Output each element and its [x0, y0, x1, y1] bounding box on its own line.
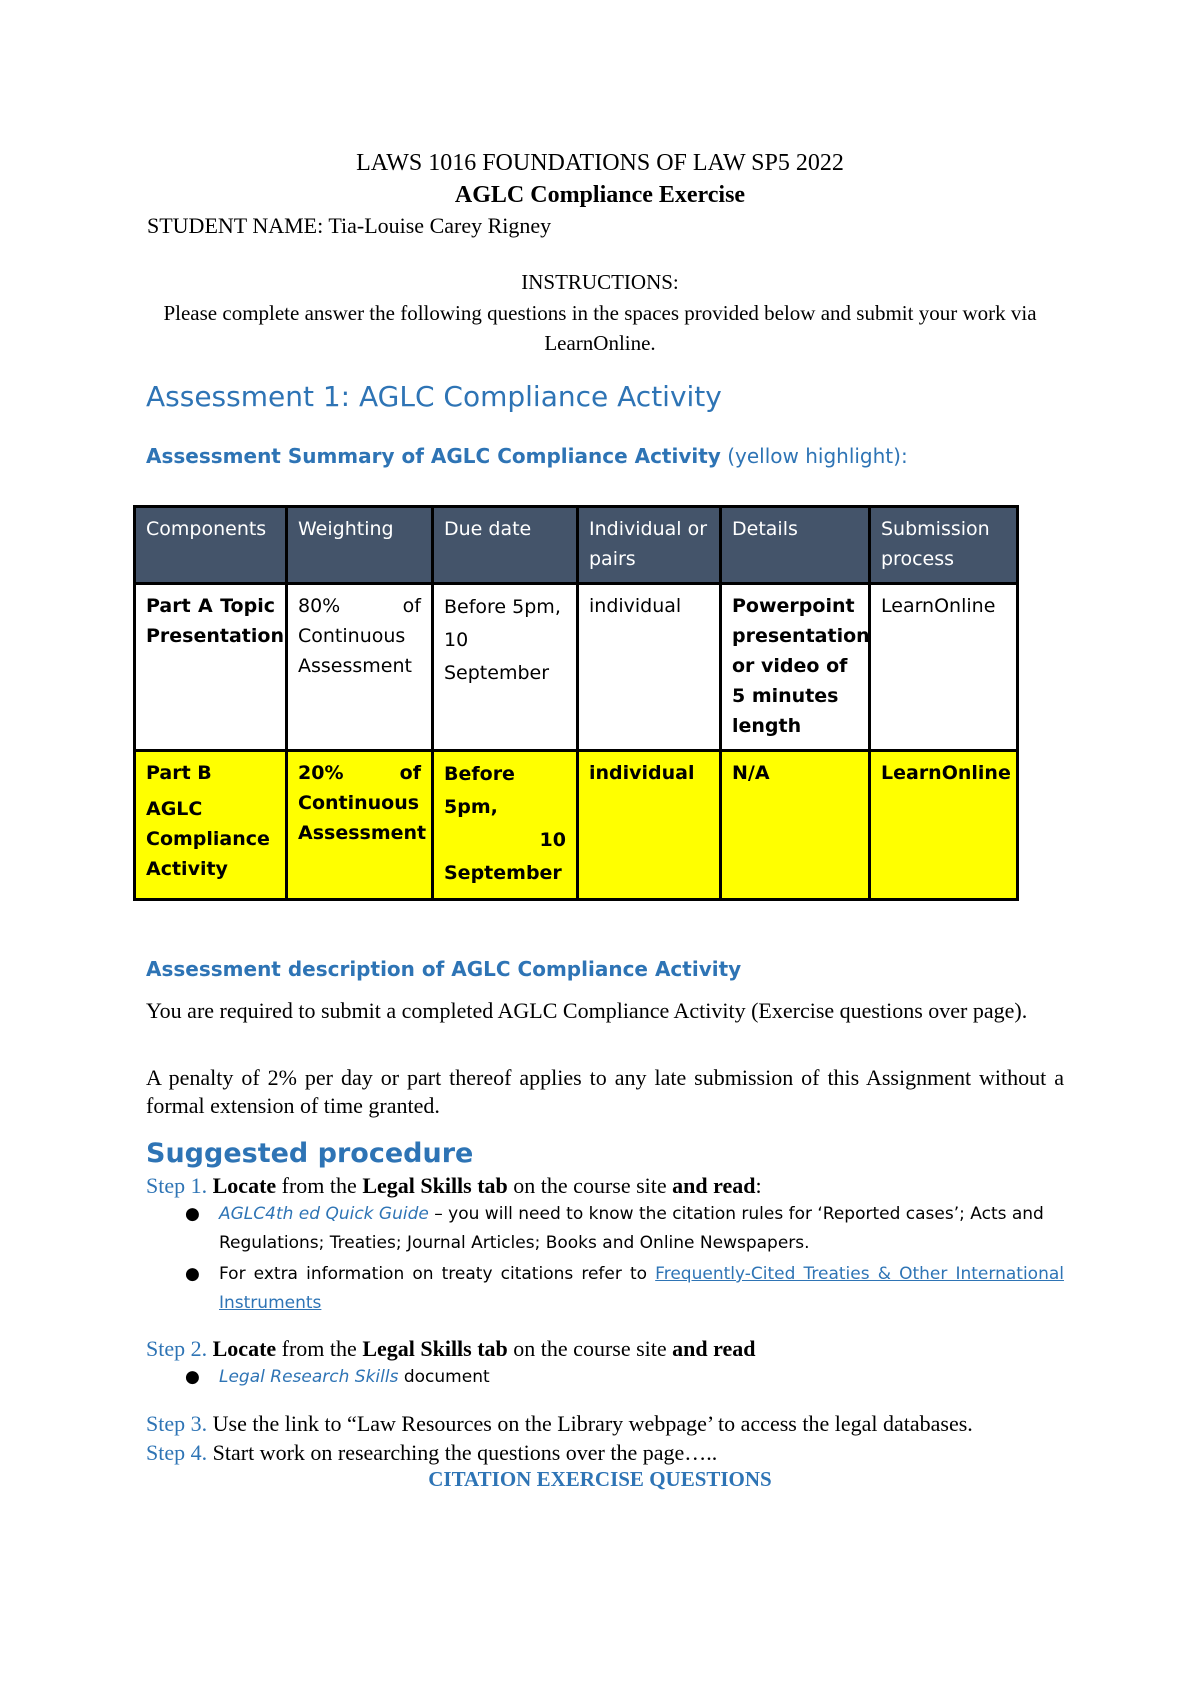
- legal-skills-tab-ref: Legal Skills tab: [362, 1336, 508, 1361]
- weighting-text: Continuous Assessment: [298, 625, 412, 677]
- weighting-cell: [287, 584, 433, 751]
- component-cell: [135, 751, 287, 900]
- step-label: Step 4.: [146, 1440, 208, 1465]
- assessment-table: [133, 505, 1019, 901]
- due-date-time: Before 5pm,: [444, 763, 515, 818]
- step-2: [146, 1334, 756, 1364]
- weighting-percent: 80%: [298, 595, 341, 617]
- table-row-highlighted: [135, 751, 1018, 900]
- bullet-dot-icon: ●: [185, 1264, 200, 1284]
- legal-skills-tab-ref: Legal Skills tab: [362, 1173, 508, 1198]
- description-heading: Assessment description of AGLC Compliance Activity: [146, 957, 742, 981]
- component-name: Part B: [146, 762, 212, 784]
- due-date-cell: [433, 751, 578, 900]
- weighting-of: of: [399, 762, 421, 784]
- details-cell: Powerpoint presentation or video of 5 minutes length: [721, 584, 870, 751]
- weighting-text: Continuous Assessment: [298, 792, 427, 844]
- due-date-day: 10: [539, 829, 566, 851]
- step-text: Use the link to “Law Resources on the Library webpage’ to access the legal databases.: [212, 1411, 973, 1436]
- citation-questions-heading: CITATION EXERCISE QUESTIONS: [428, 1467, 772, 1491]
- procedure-heading: Suggested procedure: [146, 1138, 474, 1169]
- column-header: Individual or pairs: [578, 507, 721, 584]
- summary-heading-title: Assessment Summary of AGLC Compliance Activity: [146, 444, 721, 468]
- step-label: Step 3.: [146, 1411, 208, 1436]
- step-verb: and read: [672, 1173, 756, 1198]
- due-date-cell: [433, 584, 578, 751]
- student-name-value: Tia-Louise Carey Rigney: [328, 213, 552, 238]
- weighting-percent: 20%: [298, 762, 344, 784]
- step-text: on the course site: [513, 1173, 667, 1198]
- table-header-row: [135, 507, 1018, 584]
- step-verb: and read: [672, 1336, 756, 1361]
- course-title: LAWS 1016 FOUNDATIONS OF LAW SP5 2022: [356, 150, 844, 176]
- list-item: [185, 1260, 1064, 1318]
- treaties-link[interactable]: Frequently-Cited Treaties & Other International Instruments: [219, 1264, 1064, 1313]
- individual-cell: individual: [578, 584, 721, 751]
- step-verb: Locate: [212, 1336, 277, 1361]
- summary-heading: [146, 444, 908, 468]
- weighting-cell: [287, 751, 433, 900]
- summary-heading-note: (yellow highlight):: [727, 444, 908, 468]
- step-text: Start work on researching the questions over the page…..: [212, 1440, 718, 1465]
- component-name-cont: Presentation: [146, 625, 284, 647]
- weighting-of: of: [402, 595, 421, 617]
- list-item: [185, 1363, 1064, 1392]
- instructions-heading: INSTRUCTIONS:: [521, 270, 679, 294]
- step-1: [146, 1171, 762, 1201]
- due-date-time: Before 5pm,: [444, 596, 561, 618]
- due-date-month: September: [444, 862, 562, 884]
- column-header: Submission process: [870, 507, 1018, 584]
- description-paragraph: You are required to submit a completed AGLC Compliance Activity (Exercise questions over page).: [146, 998, 1028, 1023]
- step-text: on the course site: [513, 1336, 667, 1361]
- legal-research-skills-link[interactable]: Legal Research Skills: [219, 1367, 399, 1387]
- table-row: [135, 584, 1018, 751]
- list-item: [185, 1200, 1064, 1258]
- bullet-text: – you will need to know the citation rules for ‘Reported cases’; Acts and Regulations; Treaties; Journal Articles; Books and Online Newspapers.: [219, 1204, 1044, 1253]
- step-text: from the: [281, 1336, 357, 1361]
- submission-cell: LearnOnline: [870, 751, 1018, 900]
- details-cell: N/A: [721, 751, 870, 900]
- assessment-heading: Assessment 1: AGLC Compliance Activity: [146, 380, 722, 413]
- step-verb: Locate: [212, 1173, 277, 1198]
- component-cell: [135, 584, 287, 751]
- step-4: [146, 1438, 717, 1468]
- student-name-line: [147, 213, 551, 239]
- step-label: Step 2.: [146, 1336, 208, 1361]
- step-label: Step 1.: [146, 1173, 208, 1198]
- column-header: Due date: [433, 507, 578, 584]
- submission-cell: LearnOnline: [870, 584, 1018, 751]
- column-header: Details: [721, 507, 870, 584]
- step-punct: :: [755, 1173, 762, 1198]
- bullet-text: document: [403, 1367, 490, 1387]
- instructions-text: Please complete answer the following questions in the spaces provided below and submit your work via LearnOnline.: [163, 301, 1037, 355]
- component-name: Part A Topic: [146, 595, 275, 617]
- due-date-month: September: [444, 662, 550, 684]
- student-name-label: STUDENT NAME:: [147, 213, 324, 238]
- bullet-dot-icon: ●: [185, 1367, 200, 1387]
- individual-cell: individual: [578, 751, 721, 900]
- column-header: Components: [135, 507, 287, 584]
- step-text: from the: [281, 1173, 357, 1198]
- column-header: Weighting: [287, 507, 433, 584]
- penalty-paragraph: A penalty of 2% per day or part thereof applies to any late submission of this Assignment without a formal extension of time granted.: [146, 1065, 1064, 1118]
- component-name-cont: AGLC Compliance Activity: [146, 798, 270, 880]
- step-3: [146, 1409, 973, 1439]
- exercise-title: AGLC Compliance Exercise: [454, 182, 746, 208]
- quick-guide-link[interactable]: AGLC4th ed Quick Guide: [219, 1204, 429, 1224]
- due-date-day: 10: [444, 629, 469, 651]
- bullet-text: For extra information on treaty citations refer to: [219, 1264, 648, 1284]
- bullet-dot-icon: ●: [185, 1204, 200, 1224]
